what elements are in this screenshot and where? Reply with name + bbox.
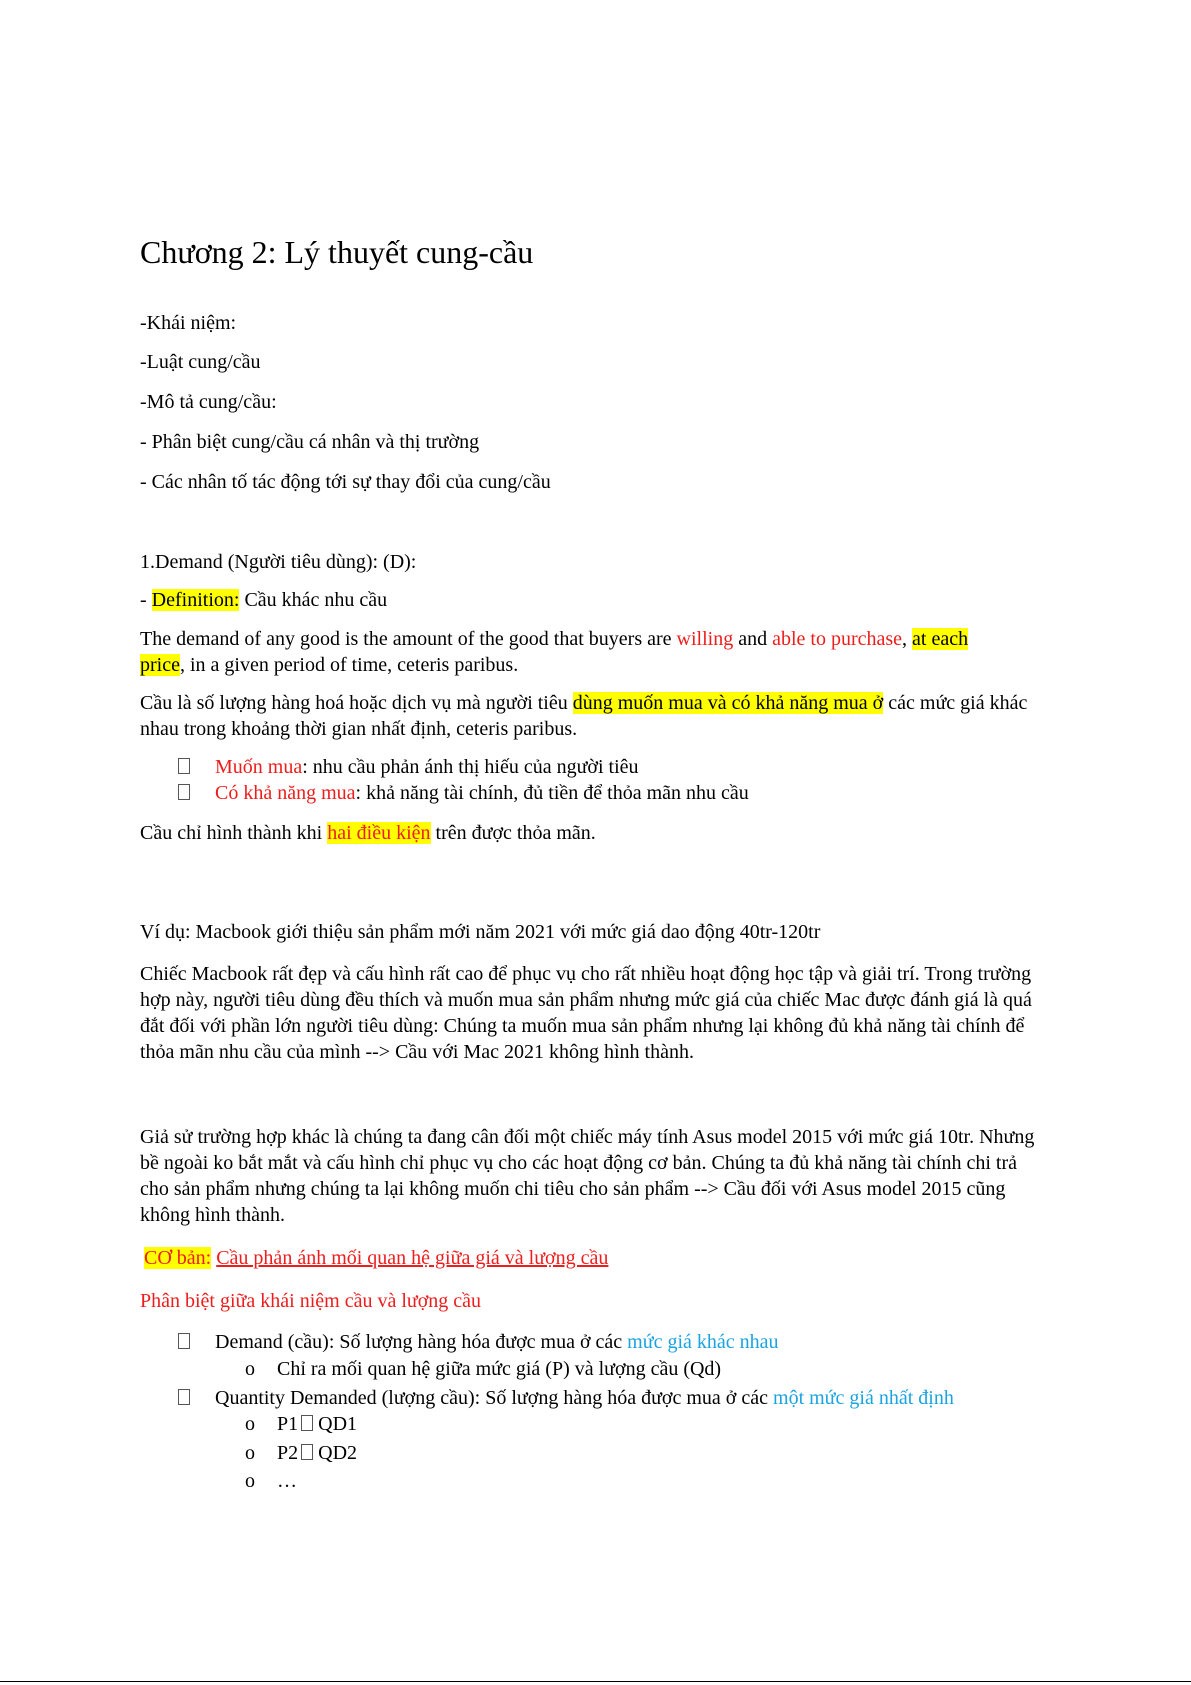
qd-sub-item <box>277 1468 297 1494</box>
basic-line <box>144 1245 608 1271</box>
qd-sub-ellipsis: … <box>277 1470 297 1492</box>
outline-item: - Phân biệt cung/cầu cá nhân và thị trường <box>140 431 480 453</box>
bullet-text: : nhu cầu phản ánh thị hiếu của người tiêu <box>302 756 639 778</box>
macbook-paragraph: Chiếc Macbook rất đẹp và cấu hình rất cao để phục vụ cho rất nhiều hoạt động học tập và giải trí. Trong trường hợp này, người tiêu dùng đều thích và muốn mua sản phẩm nhưng mức giá của chiếc Mac được đánh giá là quá đắt đối với phần lớn người tiêu dùng: Chúng ta muốn mua sản phẩm nhưng lại không đủ khả năng tài chính để thỏa mãn nhu cầu của mình --> Cầu với Mac 2021 không hình thành. <box>140 963 1032 1063</box>
en-def-able: able to purchase <box>772 628 903 650</box>
en-def-and: and <box>733 628 773 650</box>
bullet-term: Có khả năng mua <box>215 782 356 804</box>
en-def-at-each: at each <box>912 628 969 650</box>
basic-text: Cầu phản ánh mối quan hệ giữa giá và lượng cầu <box>216 1247 609 1269</box>
bullet-item <box>178 1329 779 1355</box>
qd-sub-price: P2 <box>277 1442 299 1464</box>
english-definition <box>140 626 1045 678</box>
checkbox-bullet-icon <box>178 1333 190 1349</box>
arrow-box-icon <box>301 1415 313 1431</box>
vietnamese-definition <box>140 690 1045 742</box>
example-line: Ví dụ: Macbook giới thiệu sản phẩm mới năm 2021 với mức giá dao động 40tr-120tr <box>140 921 821 943</box>
qd-sub-price: P1 <box>277 1413 299 1435</box>
definition-label: Definition: <box>151 589 240 611</box>
definition-text: Cầu khác nhu cầu <box>239 589 388 611</box>
qd-sub-item <box>277 1440 357 1466</box>
condition-highlight: hai điều kiện <box>327 822 431 844</box>
condition-line <box>140 820 596 846</box>
en-def-comma: , <box>902 628 913 650</box>
qd-item-blue: một mức giá nhất định <box>773 1387 954 1409</box>
demand-item-text: Demand (cầu): Số lượng hàng hóa được mua ở các <box>215 1331 628 1353</box>
en-def-willing: willing <box>676 628 734 650</box>
sub-bullet-marker: o <box>245 1442 255 1464</box>
qd-sub-item <box>277 1411 357 1437</box>
outline-item: - Các nhân tố tác động tới sự thay đổi của cung/cầu <box>140 471 551 493</box>
sub-bullet-marker: o <box>245 1358 255 1380</box>
qd-sub-quantity: QD1 <box>313 1413 358 1435</box>
condition-rest: trên được thỏa mãn. <box>430 822 596 844</box>
definition-line <box>140 587 387 613</box>
bullet-term: Muốn mua <box>215 756 303 778</box>
en-def-rest: , in a given period of time, ceteris paribus. <box>179 654 519 676</box>
bullet-item <box>178 754 639 780</box>
outline-item: -Mô tả cung/cầu: <box>140 391 277 413</box>
arrow-box-icon <box>301 1444 313 1460</box>
distinguish-heading: Phân biệt giữa khái niệm cầu và lượng cầu <box>140 1290 482 1312</box>
vn-def-text: Cầu là số lượng hàng hoá hoặc dịch vụ mà người tiêu <box>140 692 573 714</box>
checkbox-bullet-icon <box>178 1389 190 1405</box>
definition-dash: - <box>140 589 152 611</box>
demand-item-blue: mức giá khác nhau <box>627 1331 779 1353</box>
vn-def-rest: các mức giá khác nhau trong khoảng thời gian nhất định, ceteris paribus. <box>140 692 1028 740</box>
checkbox-bullet-icon <box>178 758 190 774</box>
bottom-divider <box>0 1681 1191 1682</box>
sub-bullet-marker: o <box>245 1413 255 1435</box>
bullet-item <box>178 1385 954 1411</box>
vn-def-highlight: dùng muốn mua và có khả năng mua ở <box>572 692 884 714</box>
outline-item: -Luật cung/cầu <box>140 351 261 373</box>
outline-item: -Khái niệm: <box>140 312 237 334</box>
qd-item-text: Quantity Demanded (lượng cầu): Số lượng hàng hóa được mua ở các <box>215 1387 774 1409</box>
bullet-item <box>178 780 749 806</box>
asus-paragraph: Giả sử trường hợp khác là chúng ta đang cân đối một chiếc máy tính Asus model 2015 với mức giá 10tr. Nhưng bề ngoài ko bắt mắt và cấu hình chỉ phục vụ cho các hoạt động cơ bản. Chúng ta đủ khả năng tài chính chi trả cho sản phẩm nhưng chúng ta lại không muốn chi tiêu cho sản phẩm --> Cầu đối với Asus model 2015 cũng không hình thành. <box>140 1126 1035 1226</box>
demand-heading: 1.Demand (Người tiêu dùng): (D): <box>140 551 417 573</box>
checkbox-bullet-icon <box>178 784 190 800</box>
chapter-title: Chương 2: Lý thuyết cung-cầu <box>140 234 534 270</box>
condition-text: Cầu chỉ hình thành khi <box>140 822 328 844</box>
demand-sub-item: Chỉ ra mối quan hệ giữa mức giá (P) và lượng cầu (Qd) <box>277 1358 722 1380</box>
en-def-price: price <box>140 654 180 676</box>
basic-label: CƠ bản: <box>144 1247 212 1269</box>
qd-sub-quantity: QD2 <box>313 1442 358 1464</box>
sub-bullet-marker: o <box>245 1470 255 1492</box>
bullet-text: : khả năng tài chính, đủ tiền để thỏa mãn nhu cầu <box>355 782 749 804</box>
en-def-text: The demand of any good is the amount of the good that buyers are <box>140 628 677 650</box>
